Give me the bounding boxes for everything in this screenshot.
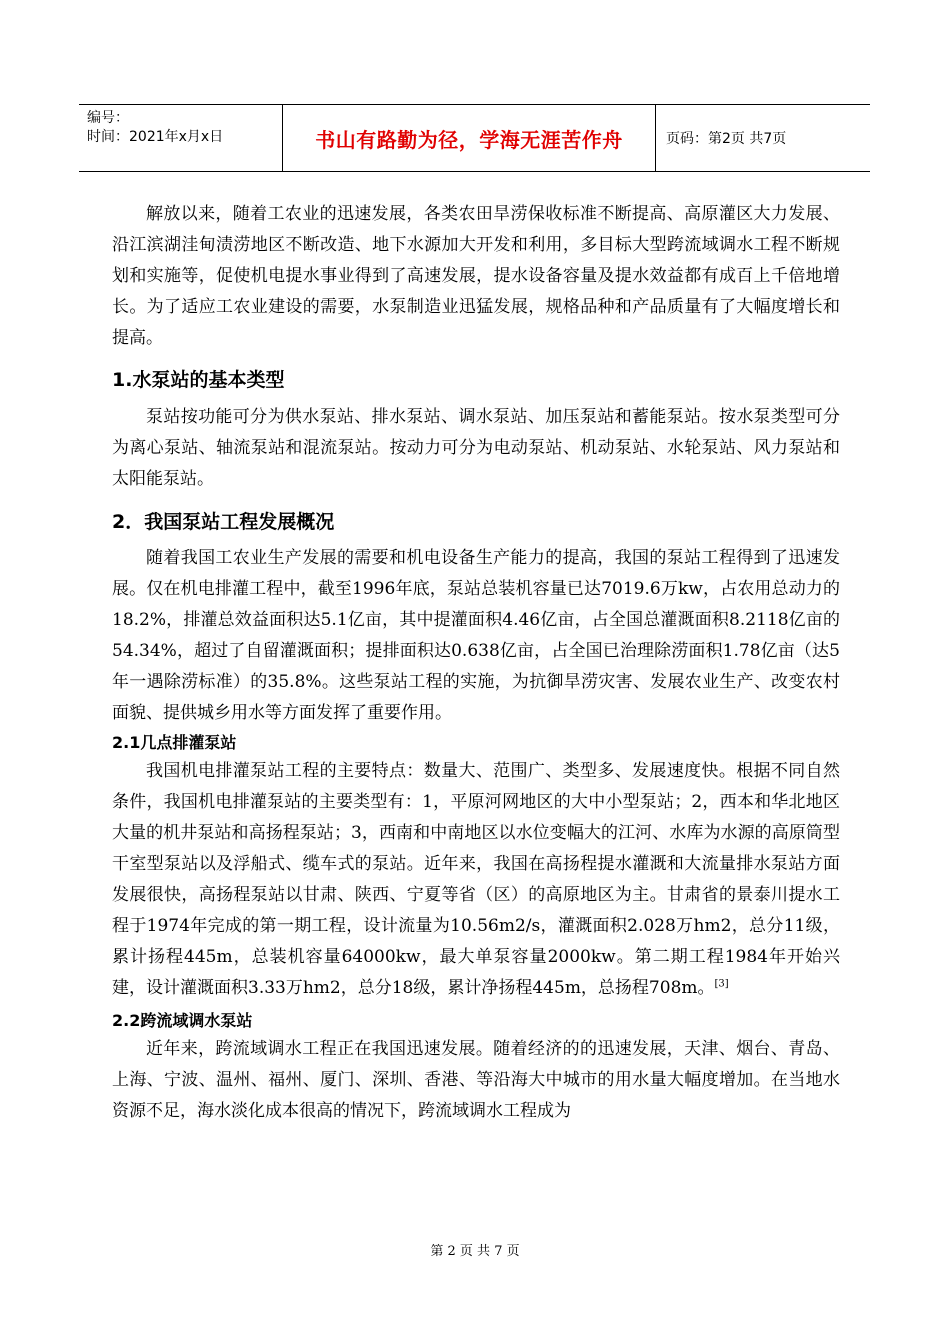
section-1-heading: 1.水泵站的基本类型 xyxy=(112,369,285,391)
section-2-1-heading: 2.1几点排灌泵站 xyxy=(112,733,237,752)
header-motto: 书山有路勤为径，学海无涯苦作舟 xyxy=(282,105,656,171)
document-body xyxy=(112,199,840,1127)
header-meta xyxy=(79,105,282,171)
section-2-1-paragraph xyxy=(112,756,840,1004)
section-1-paragraph: 泵站按功能可分为供水泵站、排水泵站、调水泵站、加压泵站和蓄能泵站。按水泵类型可分为离心泵站、轴流泵站和混流泵站。按动力可分为电动泵站、机动泵站、水轮泵站、风力泵站和太阳能泵站。 xyxy=(112,407,840,489)
intro-paragraph: 解放以来，随着工农业的迅速发展，各类农田旱涝保收标准不断提高、高原灌区大力发展、沿江滨湖洼甸渍涝地区不断改造、地下水源加大开发和利用，多目标大型跨流域调水工程不断规划和实施等，促使机电提水事业得到了高速发展，提水设备容量及提水效益都有成百上千倍地增长。为了适应工农业建设的需要，水泵制造业迅猛发展，规格品种和产品质量有了大幅度增长和提高。 xyxy=(112,204,840,348)
section-2-heading: 2．我国泵站工程发展概况 xyxy=(112,511,335,533)
section-2-2-heading: 2.2跨流域调水泵站 xyxy=(112,1011,253,1030)
section-2-2-paragraph: 近年来，跨流域调水工程正在我国迅速发展。随着经济的的迅速发展，天津、烟台、青岛、上海、宁波、温州、福州、厦门、深圳、香港、等沿海大中城市的用水量大幅度增加。在当地水资源不足，海水淡化成本很高的情况下，跨流域调水工程成为 xyxy=(112,1039,840,1121)
header-page-info: 页码：第2页 共7页 xyxy=(666,131,787,147)
page-footer: 第 2 页 共 7 页 xyxy=(430,1244,520,1259)
section-2-paragraph: 随着我国工农业生产发展的需要和机电设备生产能力的提高，我国的泵站工程得到了迅速发展。仅在机电排灌工程中，截至1996年底，泵站总装机容量已达7019.6万kw，占农用总动力的18.2%，排灌总效益面积达5.1亿亩，其中提灌面积4.46亿亩，占全国总灌溉面积8.2118亿亩的54.34%，超过了自留灌溉面积；提排面积达0.638亿亩，占全国已治理除涝面积1.78亿亩（达5年一遇除涝标准）的35.8%。这些泵站工程的实施，为抗御旱涝灾害、发展农业生产、改变农村面貌、提供城乡用水等方面发挥了重要作用。 xyxy=(112,548,840,723)
number-label: 编号： xyxy=(87,110,129,126)
citation-marker: [3] xyxy=(714,978,729,990)
section-2-1-text: 我国机电排灌泵站工程的主要特点：数量大、范围广、类型多、发展速度快。根据不同自然条件，我国机电排灌泵站的主要类型有：1，平原河网地区的大中小型泵站；2，西本和华北地区大量的机井泵站和高扬程泵站；3，西南和中南地区以水位变幅大的江河、水库为水源的高原筒型干室型泵站以及浮船式、缆车式的泵站。近年来，我国在高扬程提水灌溉和大流量排水泵站方面发展很快，高扬程泵站以甘肃、陕西、宁夏等省（区）的高原地区为主。甘肃省的景泰川提水工程于1974年完成的第一期工程，设计流量为10.56m2/s，灌溉面积2.028万hm2，总分11级，累计扬程445m，总装机容量64000kw，最大单泵容量2000kw。第二期工程1984年开始兴建，设计灌溉面积3.33万hm2，总分18级，累计净扬程445m，总扬程708m。 xyxy=(112,761,840,998)
page-header xyxy=(79,104,870,172)
time-label: 时间：2021年x月x日 xyxy=(87,129,224,145)
